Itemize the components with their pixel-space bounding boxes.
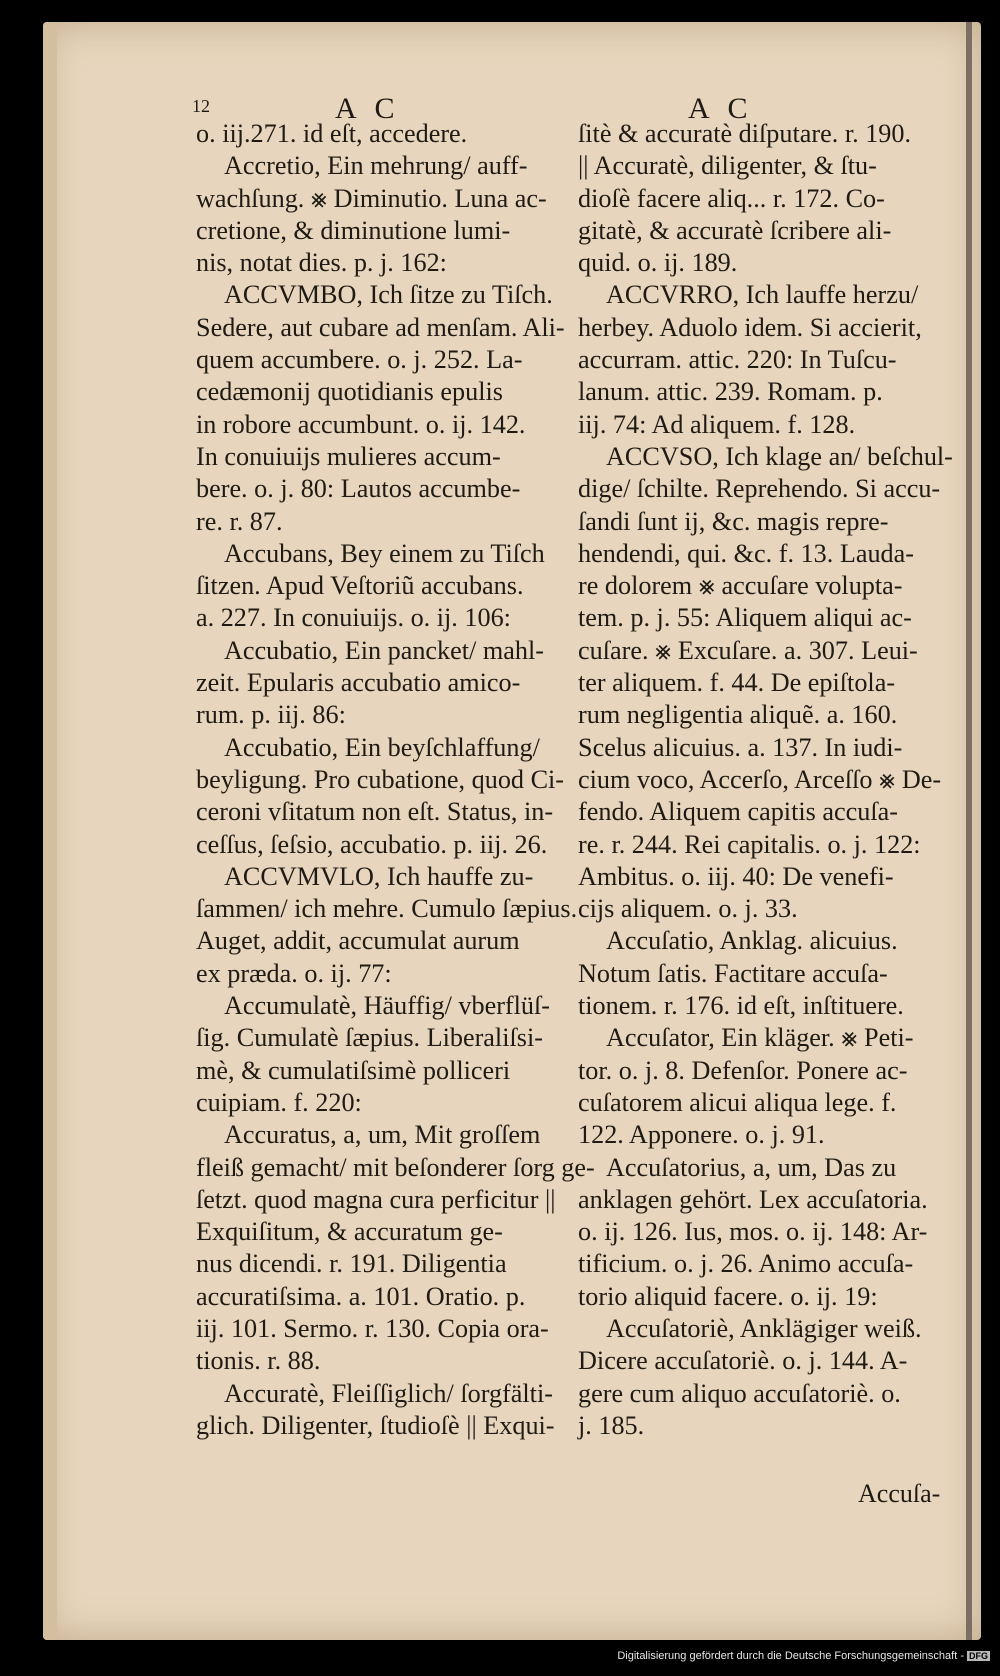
text-line: wachſung. ⨳ Diminutio. Luna ac-	[196, 183, 547, 213]
catchword: Accuſa-	[858, 1479, 941, 1508]
text-line: tionis. r. 88.	[196, 1346, 321, 1376]
text-line: cedæmonij quotidianis epulis	[196, 377, 503, 407]
text-line: Scelus alicuius. a. 137. In iudi-	[578, 732, 903, 762]
text-line: ex præda. o. ij. 77:	[196, 958, 392, 988]
text-line: Dicere accuſatoriè. o. j. 144. A-	[578, 1346, 908, 1376]
text-line: dige/ ſchilte. Reprehendo. Si accu-	[578, 474, 941, 504]
text-line: Ambitus. o. iij. 40: De venefi-	[578, 861, 894, 891]
text-line: j. 185.	[578, 1410, 645, 1440]
text-line: Accuſatio, Anklag. alicuius.	[606, 926, 898, 956]
text-line: nis, notat dies. p. j. 162:	[196, 248, 447, 278]
text-line: In conuiuijs mulieres accum-	[196, 441, 501, 471]
text-line: cuſare. ⨳ Excuſare. a. 307. Leui-	[578, 635, 918, 665]
text-line: cretione, & diminutione lumi-	[196, 215, 511, 245]
text-line: cuſatorem alicui aliqua lege. f.	[578, 1087, 897, 1117]
text-line: Accubatio, Ein pancket/ mahl-	[224, 635, 544, 665]
text-line: o. iij.271. id eſt, accedere.	[196, 119, 468, 148]
text-line: ſetzt. quod magna cura perficitur ||	[196, 1184, 556, 1214]
text-line: tionem. r. 176. id eſt, inſtituere.	[578, 991, 904, 1021]
text-line: re. r. 87.	[196, 506, 283, 536]
text-line: glich. Diligenter, ſtudioſè || Exqui-	[196, 1410, 555, 1440]
text-line: || Accuratè, diligenter, & ſtu-	[578, 151, 877, 181]
text-line: Accumulatè, Häuffig/ vberflüſ-	[224, 991, 551, 1021]
text-line: hendendi, qui. &c. f. 13. Lauda-	[578, 538, 914, 568]
text-line: rum. p. iij. 86:	[196, 700, 346, 730]
text-line: Notum ſatis. Factitare accuſa-	[578, 958, 888, 988]
running-head-left: A C	[335, 92, 401, 125]
text-line: ACCVMBO, Ich ſitze zu Tiſch.	[224, 280, 553, 310]
credit-text: Digitalisierung gefördert durch die Deutsche Forschungsgemeinschaft -	[617, 1650, 964, 1662]
text-line: Accuratus, a, um, Mit groſſem	[224, 1120, 541, 1150]
text-line: ſammen/ ich mehre. Cumulo ſæpius.	[196, 894, 578, 924]
text-line: ceſſus, ſeſsio, accubatio. p. iij. 26.	[196, 829, 548, 859]
text-line: anklagen gehört. Lex accuſatoria.	[578, 1184, 928, 1214]
text-line: cuipiam. f. 220:	[196, 1087, 362, 1117]
text-line: a. 227. In conuiuijs. o. ij. 106:	[196, 603, 511, 633]
text-line: fleiß gemacht/ mit beſonderer ſorg ge-	[196, 1152, 595, 1182]
text-line: Accuratè, Fleiſſiglich/ ſorgfälti-	[224, 1378, 553, 1408]
left-column	[196, 118, 595, 1442]
text-line: accuratiſsima. a. 101. Oratio. p.	[196, 1281, 526, 1311]
text-line: lanum. attic. 239. Romam. p.	[578, 377, 883, 407]
text-line: Auget, addit, accumulat aurum	[196, 926, 520, 956]
text-line: ſitè & accuratè diſputare. r. 190.	[578, 119, 912, 148]
text-line: Accretio, Ein mehrung/ auff-	[224, 151, 528, 181]
text-line: torio aliquid facere. o. ij. 19:	[578, 1281, 878, 1311]
text-line: Sedere, aut cubare ad menſam. Ali-	[196, 312, 565, 342]
digitization-credit	[600, 1650, 990, 1662]
text-line: gitatè, & accuratè ſcribere ali-	[578, 215, 892, 245]
text-line: rum negligentia aliquẽ. a. 160.	[578, 700, 898, 730]
text-line: Exquiſitum, & accuratum ge-	[196, 1217, 503, 1247]
text-line: accurram. attic. 220: In Tuſcu-	[578, 345, 897, 375]
text-line: Accuſatorius, a, um, Das zu	[606, 1152, 897, 1182]
text-line: fendo. Aliquem capitis accuſa-	[578, 797, 898, 827]
text-line: Accubatio, Ein beyſchlaffung/	[224, 732, 540, 762]
text-line: Accuſatoriè, Anklägiger weiß.	[606, 1313, 922, 1343]
text-line: Accuſator, Ein kläger. ⨳ Peti-	[606, 1023, 914, 1053]
text-line: ſandi ſunt ij, &c. magis repre-	[578, 506, 889, 536]
text-line: 122. Apponere. o. j. 91.	[578, 1120, 825, 1150]
text-line: quid. o. ij. 189.	[578, 248, 738, 278]
text-line: ACCVSO, Ich klage an/ beſchul-	[606, 441, 953, 471]
text-line: iij. 74: Ad aliquem. f. 128.	[578, 409, 856, 439]
text-line: in robore accumbunt. o. ij. 142.	[196, 409, 526, 439]
text-line: mè, & cumulatiſsimè polliceri	[196, 1055, 511, 1085]
text-line: re dolorem ⨳ accuſare volupta-	[578, 571, 903, 601]
text-line: re. r. 244. Rei capitalis. o. j. 122:	[578, 829, 921, 859]
text-line: tem. p. j. 55: Aliquem aliqui ac-	[578, 603, 912, 633]
text-line: ACCVRRO, Ich lauffe herzu/	[606, 280, 919, 310]
text-line: o. ij. 126. Ius, mos. o. ij. 148: Ar-	[578, 1217, 928, 1247]
text-line: ACCVMVLO, Ich hauffe zu-	[224, 861, 534, 891]
text-line: dioſè facere aliq... r. 172. Co-	[578, 183, 885, 213]
text-line: bere. o. j. 80: Lautos accumbe-	[196, 474, 521, 504]
text-line: ſig. Cumulatè ſæpius. Liberaliſsi-	[196, 1023, 543, 1053]
text-line: iij. 101. Sermo. r. 130. Copia ora-	[196, 1313, 549, 1343]
running-head-right: A C	[688, 92, 754, 125]
text-line: ceroni vſitatum non eſt. Status, in-	[196, 797, 554, 827]
right-column	[578, 118, 953, 1442]
text-line: zeit. Epularis accubatio amico-	[196, 668, 521, 698]
text-line: tor. o. j. 8. Defenſor. Ponere ac-	[578, 1055, 908, 1085]
text-line: tificium. o. j. 26. Animo accuſa-	[578, 1249, 914, 1279]
dfg-logo: DFG	[969, 1651, 988, 1661]
text-line: gere cum aliquo accuſatoriè. o.	[578, 1378, 901, 1408]
text-line: herbey. Aduolo idem. Si accierit,	[578, 312, 922, 342]
text-line: beyligung. Pro cubatione, quod Ci-	[196, 764, 565, 794]
text-line: Accubans, Bey einem zu Tiſch	[224, 538, 545, 568]
text-line: ſitzen. Apud Veſtoriũ accubans.	[196, 571, 524, 601]
text-line: ter aliquem. f. 44. De epiſtola-	[578, 668, 896, 698]
page-gutter	[43, 22, 57, 1640]
text-line: nus dicendi. r. 191. Diligentia	[196, 1249, 507, 1279]
text-line: cijs aliquem. o. j. 33.	[578, 894, 798, 924]
page-edge	[966, 22, 972, 1640]
text-line: quem accumbere. o. j. 252. La-	[196, 345, 523, 375]
page-number: 12	[192, 96, 210, 116]
text-line: cium voco, Accerſo, Arceſſo ⨳ De-	[578, 764, 942, 794]
